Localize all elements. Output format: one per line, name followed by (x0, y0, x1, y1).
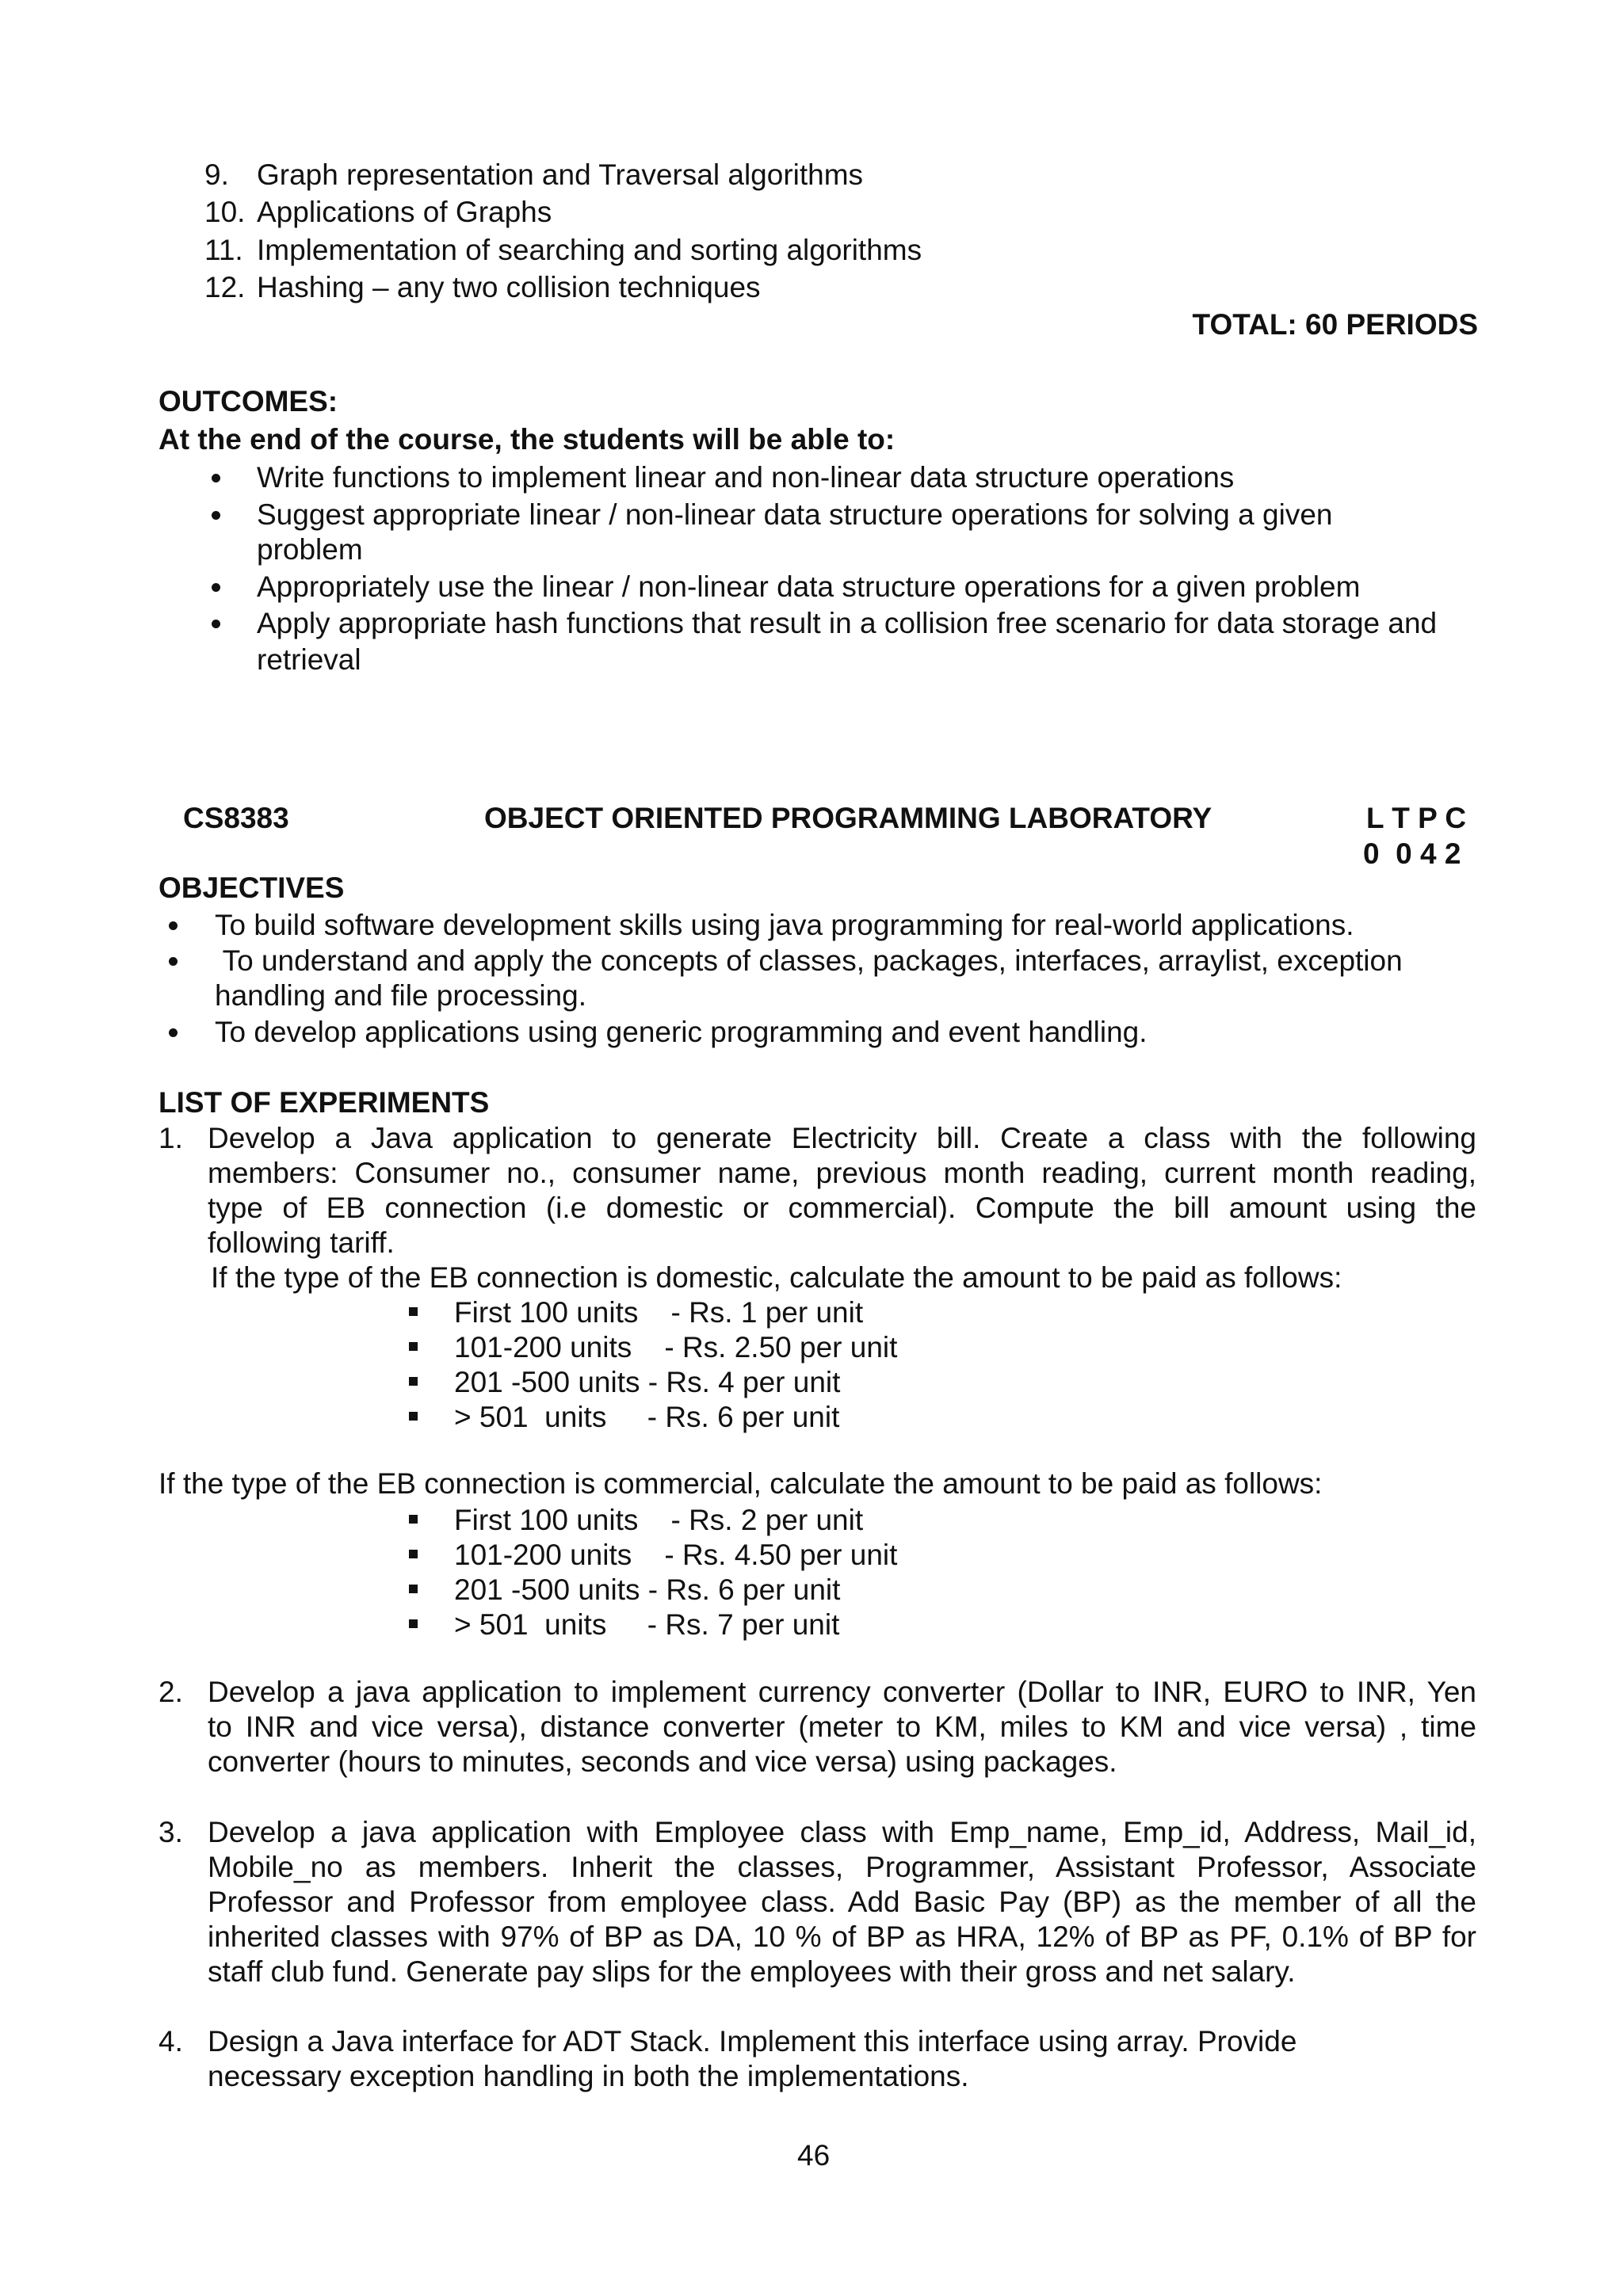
bullet-icon (169, 921, 178, 930)
experiment-line: Design a Java interface for ADT Stack. Implement this interface using array. Provide (208, 2025, 1297, 2058)
list-item-continued: retrieval (257, 643, 361, 676)
list-item (204, 232, 243, 268)
bullet-icon (212, 583, 220, 592)
total-periods: TOTAL: 60 PERIODS (1192, 308, 1478, 341)
bullet-icon (409, 1515, 418, 1524)
experiments-heading: LIST OF EXPERIMENTS (158, 1086, 490, 1119)
commercial-intro: If the type of the EB connection is commercial, calculate the amount to be paid as follows: (158, 1467, 1323, 1500)
bullet-icon (212, 511, 220, 520)
list-item: Appropriately use the linear / non-linear data structure operations for a given problem (257, 570, 1361, 603)
experiment-line: Develop a java application with Employee class with Emp_name, Emp_id, Address, Mail_id, (208, 1816, 1476, 1848)
experiment-number: 2. (158, 1676, 183, 1708)
list-item (204, 194, 245, 230)
bullet-icon (409, 1550, 418, 1558)
list-number: 11. (204, 234, 243, 266)
experiment-line: converter (hours to minutes, seconds and vice versa) using packages. (208, 1745, 1117, 1778)
objectives-heading: OBJECTIVES (158, 871, 345, 904)
experiment-line: Develop a Java application to generate Electricity bill. Create a class with the following (208, 1122, 1476, 1154)
list-number: 10. (204, 196, 246, 228)
experiment-line: type of EB connection (i.e domestic or commercial). Compute the bill amount using the (208, 1192, 1476, 1224)
list-item-continued: handling and file processing. (215, 979, 586, 1012)
experiment-line: staff club fund. Generate pay slips for the employees with their gross and net salary. (208, 1955, 1296, 1988)
tariff-item: 201 -500 units - Rs. 6 per unit (454, 1573, 841, 1606)
list-item (204, 269, 245, 305)
course-code: CS8383 (183, 802, 289, 834)
experiment-line: necessary exception handling in both the implementations. (208, 2060, 969, 2092)
outcomes-intro: At the end of the course, the students will be able to: (158, 423, 896, 456)
list-item-text: Hashing – any two collision techniques (257, 271, 761, 303)
bullet-icon (409, 1342, 418, 1351)
bullet-icon (169, 1028, 178, 1037)
list-item-text: Implementation of searching and sorting algorithms (257, 234, 922, 266)
experiment-number: 3. (158, 1816, 183, 1848)
ltpc-label: L T P C (1366, 802, 1467, 834)
course-title: OBJECT ORIENTED PROGRAMMING LABORATORY (484, 802, 1212, 834)
list-number: 12. (204, 271, 246, 303)
experiment-line: inherited classes with 97% of BP as DA, 10 % of BP as HRA, 12% of BP as PF, 0.1% of BP for (208, 1920, 1476, 1953)
list-item: To understand and apply the concepts of classes, packages, interfaces, arraylist, exception (215, 944, 1403, 977)
experiment-line: following tariff. (208, 1226, 395, 1259)
tariff-item: First 100 units - Rs. 1 per unit (454, 1296, 864, 1329)
list-item: Write functions to implement linear and non-linear data structure operations (257, 461, 1235, 494)
experiment-line: Develop a java application to implement currency converter (Dollar to INR, EURO to INR, Yen (208, 1676, 1476, 1708)
tariff-item: 101-200 units - Rs. 2.50 per unit (454, 1331, 898, 1363)
experiment-line: Professor and Professor from employee class. Add Basic Pay (BP) as the member of all the (208, 1886, 1476, 1918)
list-item (204, 157, 229, 193)
outcomes-heading: OUTCOMES: (158, 385, 338, 418)
domestic-intro: If the type of the EB connection is domestic, calculate the amount to be paid as follows: (211, 1261, 1342, 1294)
page-number: 46 (797, 2139, 831, 2172)
tariff-item: First 100 units - Rs. 2 per unit (454, 1504, 864, 1536)
list-number: 9. (204, 158, 229, 191)
experiment-line: Mobile_no as members. Inherit the classes, Programmer, Assistant Professor, Associate (208, 1851, 1476, 1883)
bullet-icon (409, 1585, 418, 1593)
bullet-icon (212, 474, 220, 482)
list-item: To develop applications using generic programming and event handling. (215, 1016, 1148, 1048)
tariff-item: > 501 units - Rs. 6 per unit (454, 1401, 840, 1433)
bullet-icon (409, 1377, 418, 1386)
bullet-icon (169, 957, 178, 966)
list-item-text: Graph representation and Traversal algorithms (257, 158, 864, 191)
list-item: To build software development skills using java programming for real-world applications. (215, 909, 1354, 941)
tariff-item: 101-200 units - Rs. 4.50 per unit (454, 1539, 898, 1571)
list-item: Apply appropriate hash functions that result in a collision free scenario for data storage and (257, 607, 1438, 639)
bullet-icon (409, 1619, 418, 1628)
ltpc-values: 0 0 4 2 (1363, 837, 1461, 870)
bullet-icon (409, 1412, 418, 1421)
experiment-line: to INR and vice versa), distance converter (meter to KM, miles to KM and vice versa) , time (208, 1711, 1476, 1743)
bullet-icon (409, 1307, 418, 1316)
experiment-number: 4. (158, 2025, 183, 2058)
experiment-number: 1. (158, 1122, 183, 1154)
bullet-icon (212, 620, 220, 628)
list-item-text: Applications of Graphs (257, 196, 552, 228)
list-item: Suggest appropriate linear / non-linear data structure operations for solving a given (257, 498, 1333, 531)
experiment-line: members: Consumer no., consumer name, previous month reading, current month reading, (208, 1157, 1476, 1189)
tariff-item: 201 -500 units - Rs. 4 per unit (454, 1366, 841, 1398)
tariff-item: > 501 units - Rs. 7 per unit (454, 1608, 840, 1641)
list-item-continued: problem (257, 533, 363, 566)
